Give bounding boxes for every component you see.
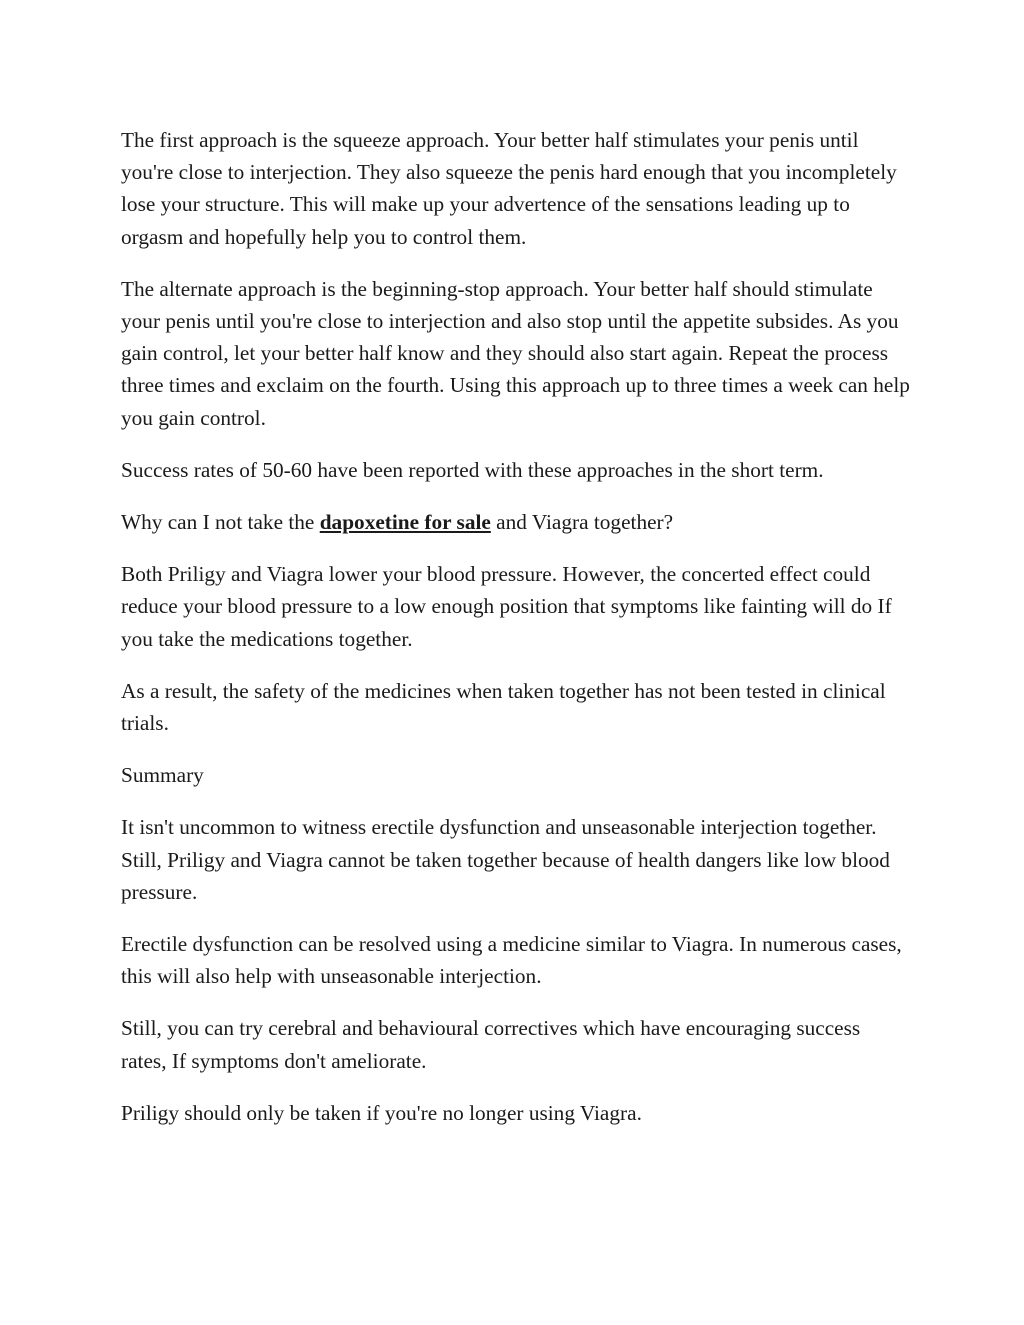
paragraph-behavioural-correctives: Still, you can try cerebral and behavioural correctives which have encouraging success rates, If symptoms don't ameliorate. bbox=[121, 1016, 861, 1073]
paragraph-start-stop-approach: The alternate approach is the beginning-stop approach. Your better half should stimulate your penis until you're close to interjection and also stop until the appetite subsides. As you gain control, let your better half know and they should also start again. Repeat the process three times and exclaim on the fourth. Using this approach up to three times a week can help you gain control. bbox=[121, 276, 910, 430]
paragraph-clinical-trials: As a result, the safety of the medicines when taken together has not been tested in clinical trials. bbox=[121, 678, 886, 736]
paragraph-summary: It isn't uncommon to witness erectile dysfunction and unseasonable interjection together. Still, Priligy and Viagra cannot be taken together because of health dangers like low blood pressure. bbox=[121, 815, 890, 904]
paragraph-final-note: Priligy should only be taken if you're no longer using Viagra. bbox=[121, 1100, 642, 1125]
paragraph-erectile-dysfunction: Erectile dysfunction can be resolved using a medicine similar to Viagra. In numerous cases, this will also help with unseasonable interjection. bbox=[121, 932, 902, 989]
question-text-start: Why can I not take the bbox=[121, 510, 320, 535]
document-page bbox=[121, 124, 911, 1149]
summary-heading: Summary bbox=[121, 763, 204, 788]
paragraph-question bbox=[121, 506, 911, 538]
paragraph-success-rates: Success rates of 50-60 have been reported with these approaches in the short term. bbox=[121, 457, 824, 482]
dapoxetine-link[interactable]: dapoxetine for sale bbox=[319, 510, 491, 535]
paragraph-squeeze-approach: The first approach is the squeeze approach. Your better half stimulates your penis until you're close to interjection. They also squeeze the penis hard enough that you incompletely lose your structure. This will make up your advertence of the sensations leading up to orgasm and hopefully help you to control them. bbox=[121, 128, 897, 249]
paragraph-blood-pressure: Both Priligy and Viagra lower your blood pressure. However, the concerted effect could reduce your blood pressure to a low enough position that symptoms like fainting will do If you take the medications together. bbox=[121, 562, 892, 651]
question-text-end: and Viagra together? bbox=[490, 510, 674, 535]
